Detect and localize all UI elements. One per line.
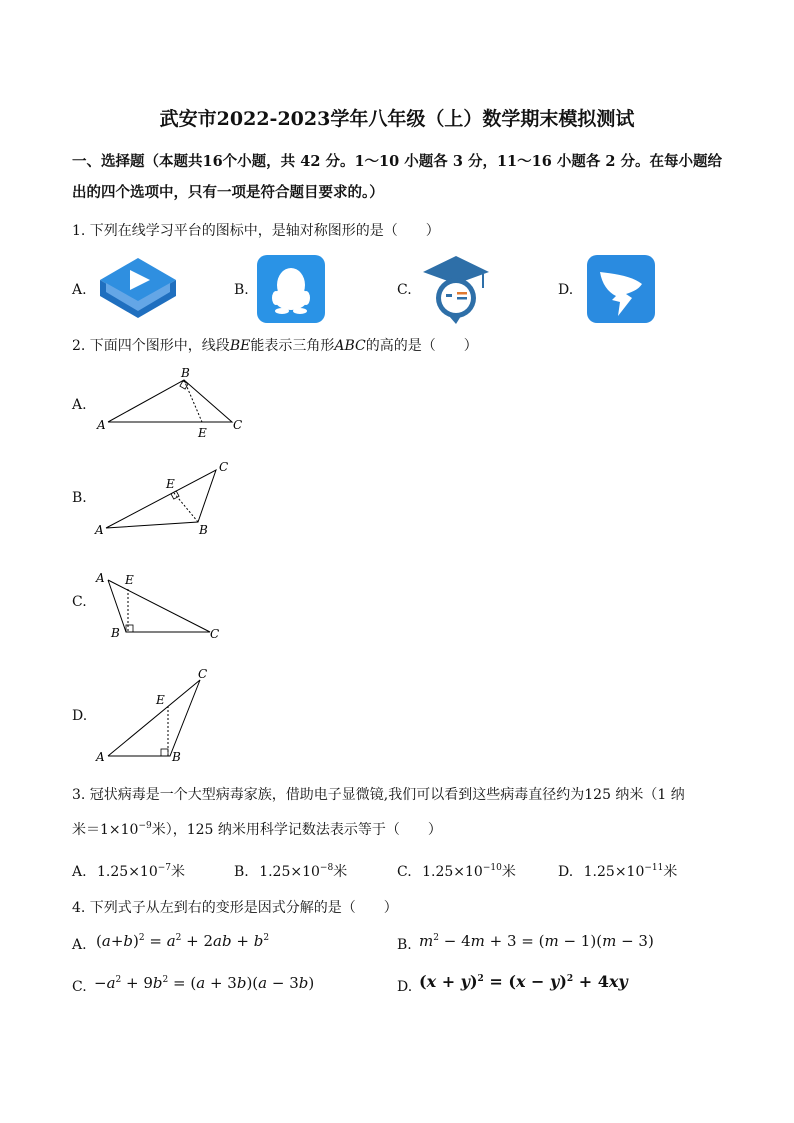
- q2a-point-a: A: [97, 418, 106, 432]
- q3-option-b: [234, 862, 347, 882]
- q2-option-a-label: A.: [72, 397, 87, 413]
- q2d-point-c: C: [198, 667, 208, 681]
- q3a-exp: −7: [157, 863, 172, 873]
- q2d-point-e: E: [156, 693, 165, 707]
- q1-option-d-label: D.: [558, 282, 574, 298]
- q4-option-c-label: C.: [72, 979, 87, 995]
- q2-figure-d: [92, 662, 222, 766]
- question-4-stem: 4. 下列式子从左到右的变形是因式分解的是（ ）: [72, 900, 398, 916]
- q2b-point-c: C: [219, 460, 229, 474]
- q2-stem-mid: 能表示三角形: [250, 338, 335, 354]
- question-2-stem: [72, 336, 478, 356]
- q3-line2-suffix: 米），125 纳米用科学记数法表示等于（ ）: [151, 822, 442, 838]
- q3a-unit: 米: [171, 864, 186, 880]
- q3a-base: 1.25×10: [97, 864, 158, 880]
- q2b-point-a: A: [95, 523, 104, 537]
- q3c-label: C.: [397, 864, 412, 880]
- q3-option-c: [397, 862, 516, 882]
- dingtalk-wing-icon: [586, 254, 656, 324]
- q3c-exp: −10: [482, 863, 502, 873]
- q2c-point-e: E: [125, 573, 134, 587]
- q1-option-a-label: A.: [72, 282, 87, 298]
- q3-option-a: [72, 862, 185, 882]
- page-title: 武安市2022-2023学年八年级（上）数学期末模拟测试: [159, 108, 635, 130]
- q2c-point-c: C: [210, 627, 220, 641]
- q2c-point-b: B: [111, 626, 120, 640]
- q1-option-b-label: B.: [234, 282, 249, 298]
- q3d-exp: −11: [644, 863, 664, 873]
- q2-figure-c: [92, 566, 232, 644]
- q3-option-d: [558, 862, 677, 882]
- question-1-stem: 1. 下列在线学习平台的图标中，是轴对称图形的是（ ）: [72, 223, 440, 239]
- q3d-base: 1.25×10: [583, 864, 645, 880]
- q2-stem-suffix: 的高的是（ ）: [365, 338, 478, 354]
- q2-option-b-label: B.: [72, 490, 87, 506]
- q2-figure-b: [92, 456, 242, 542]
- q3-line2-prefix: 米＝1×10: [72, 822, 139, 838]
- section-heading: 一、选择题（本题共16个小题，共 42 分。1～10 小题各 3 分，11～16 小题各 2 分。在每小题给出的四个选项中，只有一项是符合题目要求的。）: [72, 153, 723, 201]
- q3b-base: 1.25×10: [259, 864, 320, 880]
- question-3-line-1: 3. 冠状病毒是一个大型病毒家族，借助电子显微镜,我们可以看到这些病毒直径约为125 纳米（1 纳: [72, 787, 685, 803]
- q3c-unit: 米: [501, 864, 516, 880]
- q4-formula-d: $(x + y)^2 = (x - y)^2 + 4xy$: [419, 972, 628, 991]
- q4-option-a-label: A.: [72, 937, 87, 953]
- q3c-base: 1.25×10: [422, 864, 483, 880]
- video-play-logo-icon: [96, 256, 180, 322]
- q3b-label: B.: [234, 864, 249, 880]
- q4-option-b-label: B.: [397, 937, 412, 953]
- q2a-point-e: E: [198, 426, 207, 440]
- q2-stem-prefix: 2. 下面四个图形中，线段: [72, 338, 230, 354]
- q2-option-d-label: D.: [72, 708, 88, 724]
- q2-option-c-label: C.: [72, 594, 87, 610]
- penguin-app-icon: [256, 254, 326, 324]
- q3a-label: A.: [72, 864, 87, 880]
- q3-line2-exp: −9: [138, 821, 152, 831]
- q2d-point-a: A: [96, 750, 105, 764]
- q3d-label: D.: [558, 864, 574, 880]
- q2d-point-b: B: [172, 750, 181, 764]
- q4-formula-a: $(a+b)^2 = a^2 + 2ab + b^2$: [96, 932, 270, 950]
- q4-formula-b: $m^2 - 4m + 3 = (m - 1)(m - 3)$: [419, 932, 654, 950]
- q2b-point-e: E: [166, 477, 175, 491]
- q2b-point-b: B: [199, 523, 208, 537]
- q2a-point-c: C: [233, 418, 243, 432]
- q3b-unit: 米: [333, 864, 348, 880]
- q4-option-d-label: D.: [397, 979, 413, 995]
- q3d-unit: 米: [663, 864, 678, 880]
- q2-triangle-abc: ABC: [334, 338, 366, 354]
- q2-segment-be: BE: [229, 338, 251, 354]
- q3b-exp: −8: [319, 863, 334, 873]
- q2a-point-b: B: [181, 366, 190, 380]
- q4-formula-c: $-a^2 + 9b^2 = (a + 3b)(a - 3b)$: [94, 974, 315, 992]
- question-3-line-2: [72, 820, 442, 840]
- q2c-point-a: A: [96, 571, 105, 585]
- graduation-chat-icon: [421, 254, 491, 326]
- q1-option-c-label: C.: [397, 282, 412, 298]
- q2-figure-a: [92, 362, 252, 442]
